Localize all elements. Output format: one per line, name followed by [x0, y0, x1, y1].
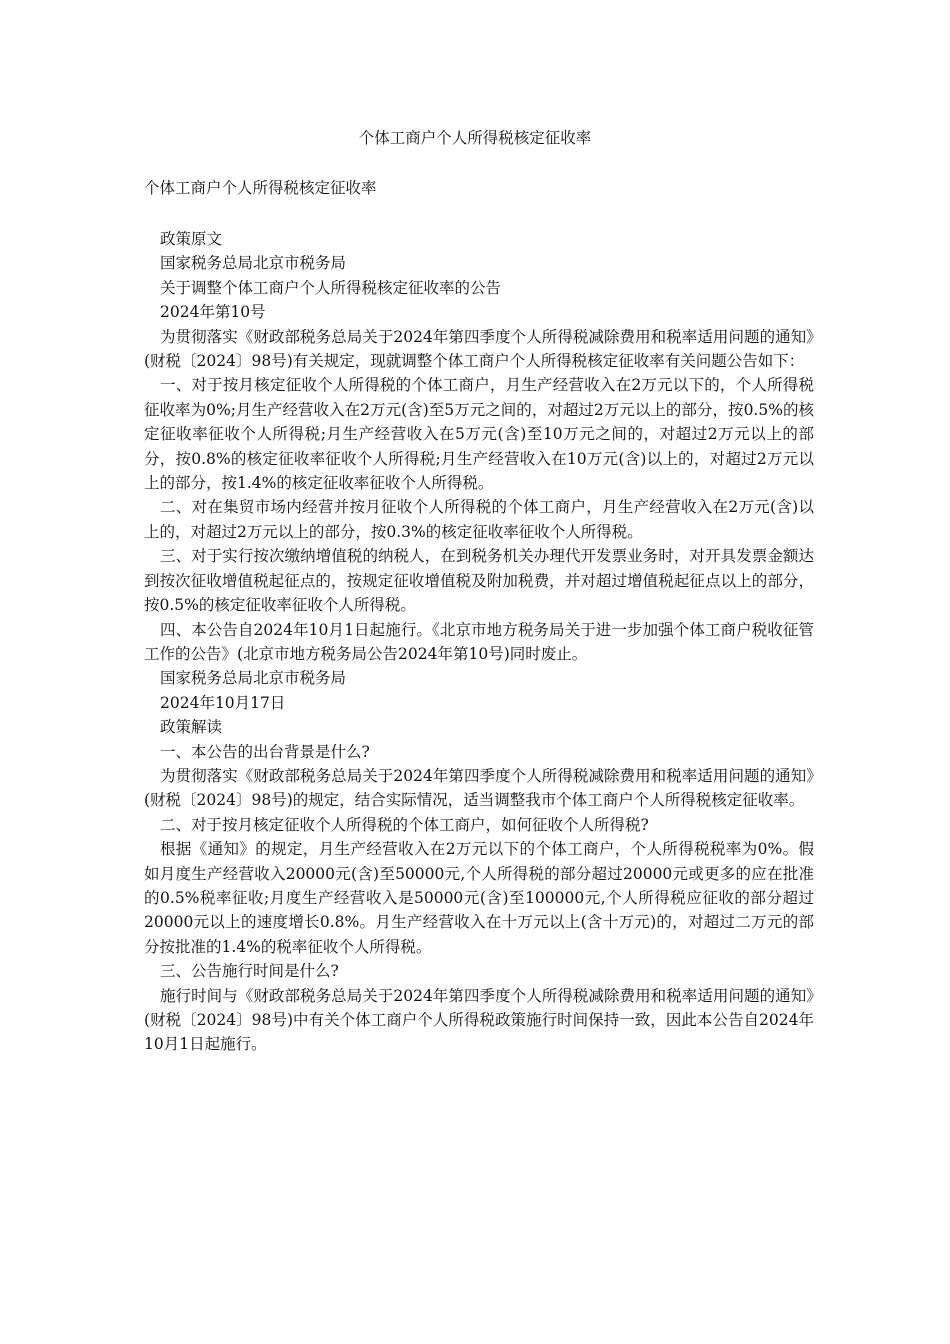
question-2: 二、对于按月核定征收个人所得税的个体工商户，如何征收个人所得税? [160, 815, 649, 834]
question-1: 一、本公告的出台背景是什么? [160, 742, 370, 761]
answer-2: 根据《通知》的规定，月生产经营收入在2万元以下的个体工商户，个人所得税税率为0%。假如月度生产经营收入20000元(含)至50000元,个人所得税的部分超过20000元或更多的应在批准的0.5%税率征收;月度生产经营收入是50000元(含)至100000元,个人所得税应征收的部分超过20000元以上的速度增长0.8%。月生产经营收入在十万元以上(含十万元)的，对超过二万元的部分按批准的1.4%的税率征收个人所得税。 [144, 840, 814, 956]
answer-3: 施行时间与《财政部税务总局关于2024年第四季度个人所得税减除费用和税率适用问题的通知》(财税〔2024〕98号)中有关个体工商户个人所得税政策施行时间保持一致，因此本公告自2024年10月1日起施行。 [144, 986, 814, 1054]
paragraph-article-2: 二、对在集贸市场内经营并按月征收个人所得税的个体工商户，月生产经营收入在2万元(含)以上的，对超过2万元以上的部分，按0.3%的核定征收率征收个人所得税。 [144, 498, 814, 541]
document-body [144, 227, 814, 1057]
question-3: 三、公告施行时间是什么? [160, 962, 339, 981]
section-label-interpretation: 政策解读 [160, 718, 223, 737]
paragraph-article-1: 一、对于按月核定征收个人所得税的个体工商户，月生产经营收入在2万元以下的，个人所得税征收率为0%;月生产经营收入在2万元(含)至5万元之间的，对超过2万元以上的部分，按0.5%的核定征收率征收个人所得税;月生产经营收入在5万元(含)至10万元之间的，对超过2万元以上的部分，按0.8%的核定征收率征收个人所得税;月生产经营收入在10万元(含)以上的，对超过2万元以上的部分，按1.4%的核定征收率征收个人所得税。 [144, 376, 815, 493]
signature-date: 2024年10月17日 [160, 693, 286, 712]
answer-1: 为贯彻落实《财政部税务总局关于2024年第四季度个人所得税减除费用和税率适用问题的通知》(财税〔2024〕98号)的规定，结合实际情况，适当调整我市个体工商户个人所得税核定征收率。 [144, 766, 814, 810]
document-subtitle: 个体工商户个人所得税核定征收率 [144, 179, 377, 197]
announcement-number: 2024年第10号 [160, 303, 266, 322]
signature-authority: 国家税务总局北京市税务局 [160, 669, 347, 688]
announcement-title: 关于调整个体工商户个人所得税核定征收率的公告 [160, 278, 502, 297]
document-title: 个体工商户个人所得税核定征收率 [358, 129, 592, 147]
issuing-authority: 国家税务总局北京市税务局 [160, 254, 347, 273]
section-label-original: 政策原文 [160, 230, 223, 248]
paragraph-intro: 为贯彻落实《财政部税务总局关于2024年第四季度个人所得税减除费用和税率适用问题的通知》(财税〔2024〕98号)有关规定，现就调整个体工商户个人所得税核定征收率有关问题公告如下： [144, 327, 814, 371]
paragraph-article-4: 四、本公告自2024年10月1日起施行。《北京市地方税务局关于进一步加强个体工商户税收征管工作的公告》(北京市地方税务局公告2024年第10号)同时废止。 [144, 620, 814, 663]
paragraph-article-3: 三、对于实行按次缴纳增值税的纳税人，在到税务机关办理代开发票业务时，对开具发票金额达到按次征收增值税起征点的，按规定征收增值税及附加税费，并对超过增值税起征点以上的部分，按0.5%的核定征收率征收个人所得税。 [144, 547, 814, 615]
